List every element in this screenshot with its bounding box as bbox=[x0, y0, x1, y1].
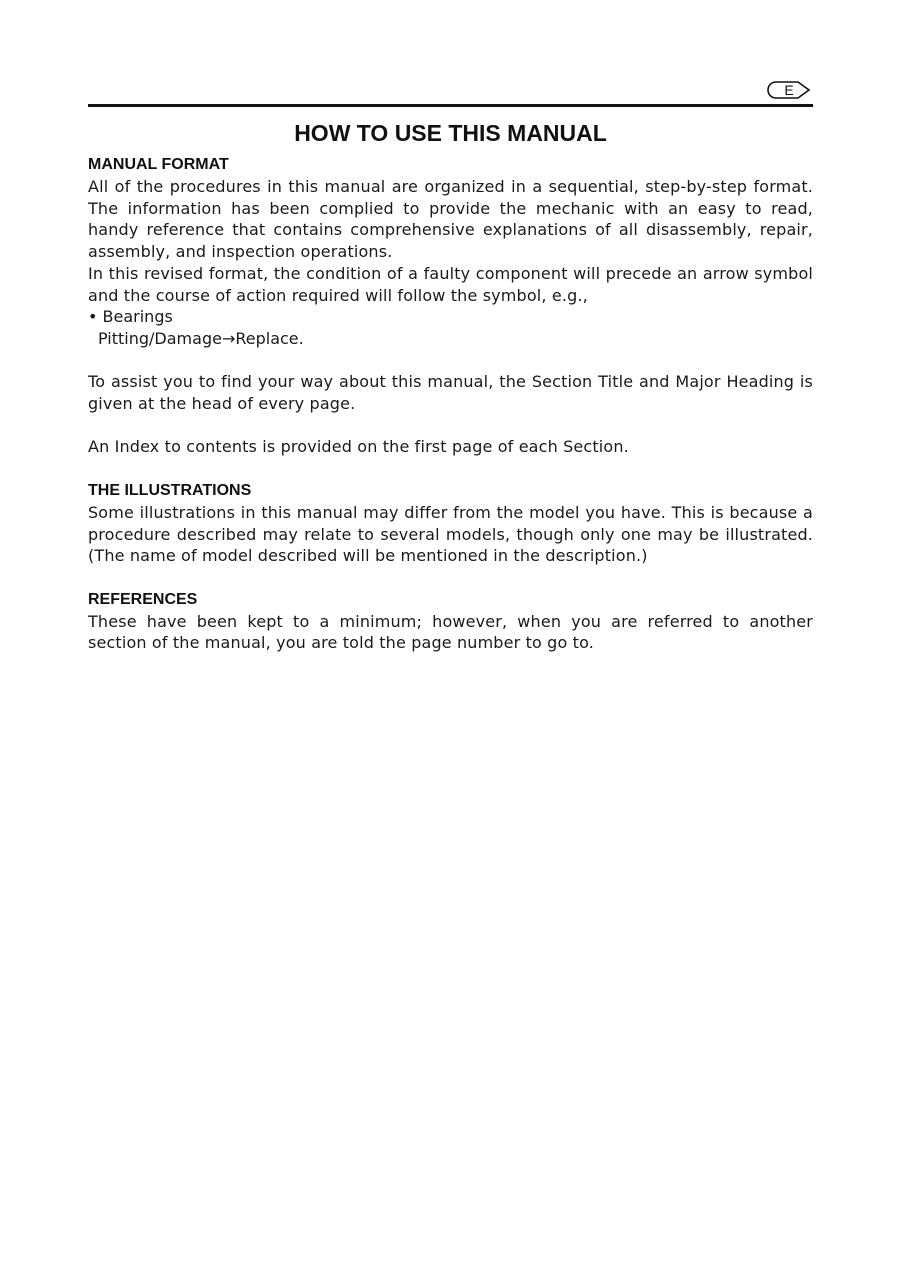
illustrations-paragraph: Some illustrations in this manual may differ from the model you have. This is because a procedure described may relate to several models, though only one may be illustrated. (The name of model described will be mentioned in the description.) bbox=[88, 502, 813, 566]
page-content bbox=[88, 118, 813, 654]
manual-format-paragraph-4: An Index to contents is provided on the first page of each Section. bbox=[88, 437, 629, 457]
references-paragraph: These have been kept to a minimum; however, when you are referred to another section of the manual, you are told the page number to go to. bbox=[88, 611, 813, 653]
section-heading-manual-format: MANUAL FORMAT bbox=[88, 156, 229, 173]
language-badge-icon bbox=[764, 80, 812, 100]
manual-format-paragraph-1: All of the procedures in this manual are organized in a sequential, step-by-step format. The information has been complied to provide the mechanic with an easy to read, handy reference that contains comprehensive explanations of all disassembly, repair, assembly, and inspection operations. bbox=[88, 177, 813, 262]
section-heading-references: REFERENCES bbox=[88, 590, 198, 608]
page-title: HOW TO USE THIS MANUAL bbox=[294, 120, 607, 146]
example-action: Pitting/Damage→Replace. bbox=[98, 328, 304, 348]
language-badge-letter: E bbox=[784, 82, 794, 98]
language-badge bbox=[764, 80, 812, 100]
example-bullet: • Bearings bbox=[88, 307, 173, 327]
header-rule bbox=[88, 104, 813, 107]
manual-format-paragraph-2: In this revised format, the condition of a faulty component will precede an arrow symbol and the course of action required will follow the symbol, e.g., bbox=[88, 263, 813, 305]
manual-format-paragraph-3: To assist you to find your way about this manual, the Section Title and Major Heading is given at the head of every page. bbox=[88, 372, 813, 414]
section-heading-illustrations: THE ILLUSTRATIONS bbox=[88, 481, 252, 499]
